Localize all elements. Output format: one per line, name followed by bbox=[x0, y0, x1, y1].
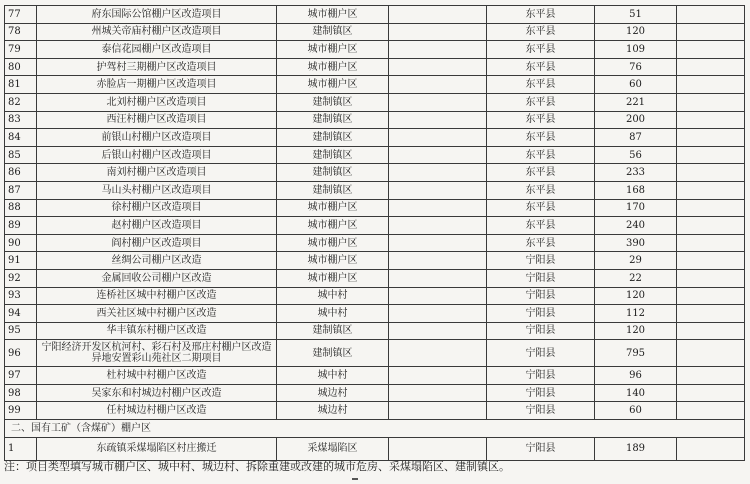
table-row bbox=[5, 384, 745, 402]
project-type: 城市棚户区 bbox=[277, 234, 389, 252]
project-type: 城中村 bbox=[277, 367, 389, 385]
project-table-body bbox=[5, 6, 745, 461]
project-type: 城边村 bbox=[277, 384, 389, 402]
county-name: 东平县 bbox=[487, 164, 595, 182]
household-count: 120 bbox=[595, 287, 677, 305]
blank-cell bbox=[389, 76, 487, 94]
project-type: 城边村 bbox=[277, 402, 389, 420]
project-name: 吴家东和村城边村棚户区改造 bbox=[37, 384, 277, 402]
project-type: 城市棚户区 bbox=[277, 58, 389, 76]
project-name: 丝绸公司棚户区改造 bbox=[37, 252, 277, 270]
household-count: 189 bbox=[595, 437, 677, 460]
county-name: 东平县 bbox=[487, 6, 595, 24]
table-row bbox=[5, 305, 745, 323]
row-number: 84 bbox=[5, 129, 37, 147]
household-count: 60 bbox=[595, 76, 677, 94]
project-name: 华丰镇东村棚户区改造 bbox=[37, 322, 277, 340]
county-name: 东平县 bbox=[487, 217, 595, 235]
project-type: 城市棚户区 bbox=[277, 217, 389, 235]
household-count: 233 bbox=[595, 164, 677, 182]
project-name: 西汪村棚户区改造项目 bbox=[37, 111, 277, 129]
project-name: 连桥社区城中村棚户区改造 bbox=[37, 287, 277, 305]
project-name: 北刘村棚户区改造项目 bbox=[37, 93, 277, 111]
household-count: 109 bbox=[595, 41, 677, 59]
county-name: 东平县 bbox=[487, 111, 595, 129]
project-type: 建制镇区 bbox=[277, 146, 389, 164]
row-number: 99 bbox=[5, 402, 37, 420]
project-type: 建制镇区 bbox=[277, 181, 389, 199]
project-type: 城市棚户区 bbox=[277, 76, 389, 94]
row-number: 90 bbox=[5, 234, 37, 252]
county-name: 东平县 bbox=[487, 234, 595, 252]
blank-cell bbox=[389, 164, 487, 182]
project-type: 城市棚户区 bbox=[277, 252, 389, 270]
county-name: 宁阳县 bbox=[487, 340, 595, 367]
project-name: 西关社区城中村棚户区改造 bbox=[37, 305, 277, 323]
project-type: 建制镇区 bbox=[277, 322, 389, 340]
county-name: 东平县 bbox=[487, 23, 595, 41]
household-count: 87 bbox=[595, 129, 677, 147]
table-row bbox=[5, 129, 745, 147]
project-type: 城市棚户区 bbox=[277, 199, 389, 217]
section-header-row bbox=[5, 420, 745, 438]
table-row bbox=[5, 402, 745, 420]
row-number: 93 bbox=[5, 287, 37, 305]
blank-cell bbox=[389, 129, 487, 147]
blank-cell bbox=[677, 367, 745, 385]
blank-cell bbox=[389, 111, 487, 129]
blank-cell bbox=[389, 367, 487, 385]
project-name: 护驾村三期棚户区改造项目 bbox=[37, 58, 277, 76]
blank-cell bbox=[677, 76, 745, 94]
county-name: 东平县 bbox=[487, 41, 595, 59]
household-count: 60 bbox=[595, 402, 677, 420]
row-number: 82 bbox=[5, 93, 37, 111]
project-type: 建制镇区 bbox=[277, 164, 389, 182]
blank-cell bbox=[389, 6, 487, 24]
project-type: 建制镇区 bbox=[277, 111, 389, 129]
blank-cell bbox=[677, 129, 745, 147]
row-number: 87 bbox=[5, 181, 37, 199]
table-row bbox=[5, 234, 745, 252]
table-row bbox=[5, 252, 745, 270]
footnote: 注：项目类型填写城市棚户区、城中村、城边村、拆除重建或改建的城市危房、采煤塌陷区、建制镇区。 bbox=[4, 460, 510, 473]
project-name: 宁阳经济开发区杭河村、彩石村及邢庄村棚户区改造异地安置彩山苑社区二期项目 bbox=[37, 340, 277, 367]
row-number: 89 bbox=[5, 217, 37, 235]
row-number: 78 bbox=[5, 23, 37, 41]
row-number: 94 bbox=[5, 305, 37, 323]
project-name: 南刘村棚户区改造项目 bbox=[37, 164, 277, 182]
household-count: 200 bbox=[595, 111, 677, 129]
row-number: 95 bbox=[5, 322, 37, 340]
blank-cell bbox=[677, 437, 745, 460]
blank-cell bbox=[677, 322, 745, 340]
project-type: 城市棚户区 bbox=[277, 41, 389, 59]
project-name: 任村城边村棚户区改造 bbox=[37, 402, 277, 420]
blank-cell bbox=[389, 384, 487, 402]
table-row bbox=[5, 23, 745, 41]
table-row bbox=[5, 146, 745, 164]
blank-cell bbox=[389, 252, 487, 270]
household-count: 120 bbox=[595, 23, 677, 41]
county-name: 宁阳县 bbox=[487, 384, 595, 402]
blank-cell bbox=[677, 217, 745, 235]
row-number: 86 bbox=[5, 164, 37, 182]
row-number: 81 bbox=[5, 76, 37, 94]
table-row bbox=[5, 199, 745, 217]
project-type: 城市棚户区 bbox=[277, 269, 389, 287]
blank-cell bbox=[677, 41, 745, 59]
household-count: 168 bbox=[595, 181, 677, 199]
household-count: 22 bbox=[595, 269, 677, 287]
project-type: 建制镇区 bbox=[277, 93, 389, 111]
row-number: 79 bbox=[5, 41, 37, 59]
project-name: 后银山村棚户区改造项目 bbox=[37, 146, 277, 164]
table-row bbox=[5, 58, 745, 76]
row-number: 85 bbox=[5, 146, 37, 164]
county-name: 宁阳县 bbox=[487, 305, 595, 323]
table-row bbox=[5, 93, 745, 111]
blank-cell bbox=[677, 6, 745, 24]
project-type: 采煤塌陷区 bbox=[277, 437, 389, 460]
household-count: 29 bbox=[595, 252, 677, 270]
household-count: 96 bbox=[595, 367, 677, 385]
table-row bbox=[5, 269, 745, 287]
household-count: 51 bbox=[595, 6, 677, 24]
document-sheet bbox=[4, 5, 744, 461]
project-name: 赤脸店一期棚户区改造项目 bbox=[37, 76, 277, 94]
table-row bbox=[5, 367, 745, 385]
blank-cell bbox=[677, 234, 745, 252]
project-name: 赵村棚户区改造项目 bbox=[37, 217, 277, 235]
blank-cell bbox=[389, 23, 487, 41]
project-type: 城市棚户区 bbox=[277, 6, 389, 24]
project-type: 建制镇区 bbox=[277, 129, 389, 147]
blank-cell bbox=[389, 41, 487, 59]
blank-cell bbox=[389, 287, 487, 305]
blank-cell bbox=[677, 199, 745, 217]
household-count: 240 bbox=[595, 217, 677, 235]
project-name: 徐村棚户区改造项目 bbox=[37, 199, 277, 217]
county-name: 东平县 bbox=[487, 146, 595, 164]
county-name: 东平县 bbox=[487, 181, 595, 199]
blank-cell bbox=[677, 340, 745, 367]
county-name: 宁阳县 bbox=[487, 367, 595, 385]
household-count: 170 bbox=[595, 199, 677, 217]
blank-cell bbox=[389, 146, 487, 164]
household-count: 56 bbox=[595, 146, 677, 164]
county-name: 东平县 bbox=[487, 93, 595, 111]
blank-cell bbox=[677, 269, 745, 287]
household-count: 120 bbox=[595, 322, 677, 340]
row-number: 77 bbox=[5, 6, 37, 24]
row-number: 88 bbox=[5, 199, 37, 217]
blank-cell bbox=[677, 58, 745, 76]
row-number: 92 bbox=[5, 269, 37, 287]
household-count: 795 bbox=[595, 340, 677, 367]
blank-cell bbox=[389, 340, 487, 367]
row-number: 91 bbox=[5, 252, 37, 270]
project-name: 金属回收公司棚户区改造 bbox=[37, 269, 277, 287]
blank-cell bbox=[677, 23, 745, 41]
project-name: 东疏镇采煤塌陷区村庄搬迁 bbox=[37, 437, 277, 460]
section-title: 二、国有工矿（含煤矿）棚户区 bbox=[5, 420, 745, 438]
project-table bbox=[4, 5, 745, 461]
row-number: 83 bbox=[5, 111, 37, 129]
page-mark bbox=[352, 478, 358, 480]
table-row bbox=[5, 41, 745, 59]
blank-cell bbox=[389, 402, 487, 420]
blank-cell bbox=[677, 402, 745, 420]
blank-cell bbox=[677, 305, 745, 323]
household-count: 140 bbox=[595, 384, 677, 402]
project-name: 杜村城中村棚户区改造 bbox=[37, 367, 277, 385]
county-name: 东平县 bbox=[487, 199, 595, 217]
table-row bbox=[5, 164, 745, 182]
project-type: 城中村 bbox=[277, 305, 389, 323]
county-name: 东平县 bbox=[487, 129, 595, 147]
blank-cell bbox=[389, 58, 487, 76]
project-name: 前银山村棚户区改造项目 bbox=[37, 129, 277, 147]
county-name: 宁阳县 bbox=[487, 287, 595, 305]
row-number: 1 bbox=[5, 437, 37, 460]
table-row bbox=[5, 76, 745, 94]
project-name: 马山头村棚户区改造项目 bbox=[37, 181, 277, 199]
project-name: 泰信花园棚户区改造项目 bbox=[37, 41, 277, 59]
row-number: 80 bbox=[5, 58, 37, 76]
county-name: 宁阳县 bbox=[487, 402, 595, 420]
blank-cell bbox=[389, 305, 487, 323]
project-type: 建制镇区 bbox=[277, 23, 389, 41]
table-row bbox=[5, 6, 745, 24]
table-row bbox=[5, 437, 745, 460]
blank-cell bbox=[677, 146, 745, 164]
household-count: 390 bbox=[595, 234, 677, 252]
blank-cell bbox=[677, 181, 745, 199]
table-row bbox=[5, 181, 745, 199]
blank-cell bbox=[389, 322, 487, 340]
blank-cell bbox=[389, 269, 487, 287]
county-name: 东平县 bbox=[487, 58, 595, 76]
blank-cell bbox=[389, 217, 487, 235]
county-name: 宁阳县 bbox=[487, 437, 595, 460]
table-row bbox=[5, 340, 745, 367]
blank-cell bbox=[677, 111, 745, 129]
table-row bbox=[5, 322, 745, 340]
household-count: 76 bbox=[595, 58, 677, 76]
row-number: 96 bbox=[5, 340, 37, 367]
county-name: 宁阳县 bbox=[487, 322, 595, 340]
project-type: 城中村 bbox=[277, 287, 389, 305]
county-name: 宁阳县 bbox=[487, 269, 595, 287]
table-row bbox=[5, 217, 745, 235]
project-name: 阎村棚户区改造项目 bbox=[37, 234, 277, 252]
blank-cell bbox=[389, 234, 487, 252]
county-name: 宁阳县 bbox=[487, 252, 595, 270]
blank-cell bbox=[677, 93, 745, 111]
blank-cell bbox=[677, 384, 745, 402]
project-name: 州城关帝庙村棚户区改造项目 bbox=[37, 23, 277, 41]
table-row bbox=[5, 287, 745, 305]
row-number: 97 bbox=[5, 367, 37, 385]
project-name: 府东国际公馆棚户区改造项目 bbox=[37, 6, 277, 24]
blank-cell bbox=[677, 164, 745, 182]
blank-cell bbox=[677, 287, 745, 305]
row-number: 98 bbox=[5, 384, 37, 402]
blank-cell bbox=[389, 181, 487, 199]
blank-cell bbox=[389, 199, 487, 217]
project-type: 建制镇区 bbox=[277, 340, 389, 367]
blank-cell bbox=[677, 252, 745, 270]
blank-cell bbox=[389, 437, 487, 460]
household-count: 221 bbox=[595, 93, 677, 111]
blank-cell bbox=[389, 93, 487, 111]
household-count: 112 bbox=[595, 305, 677, 323]
table-row bbox=[5, 111, 745, 129]
county-name: 东平县 bbox=[487, 76, 595, 94]
